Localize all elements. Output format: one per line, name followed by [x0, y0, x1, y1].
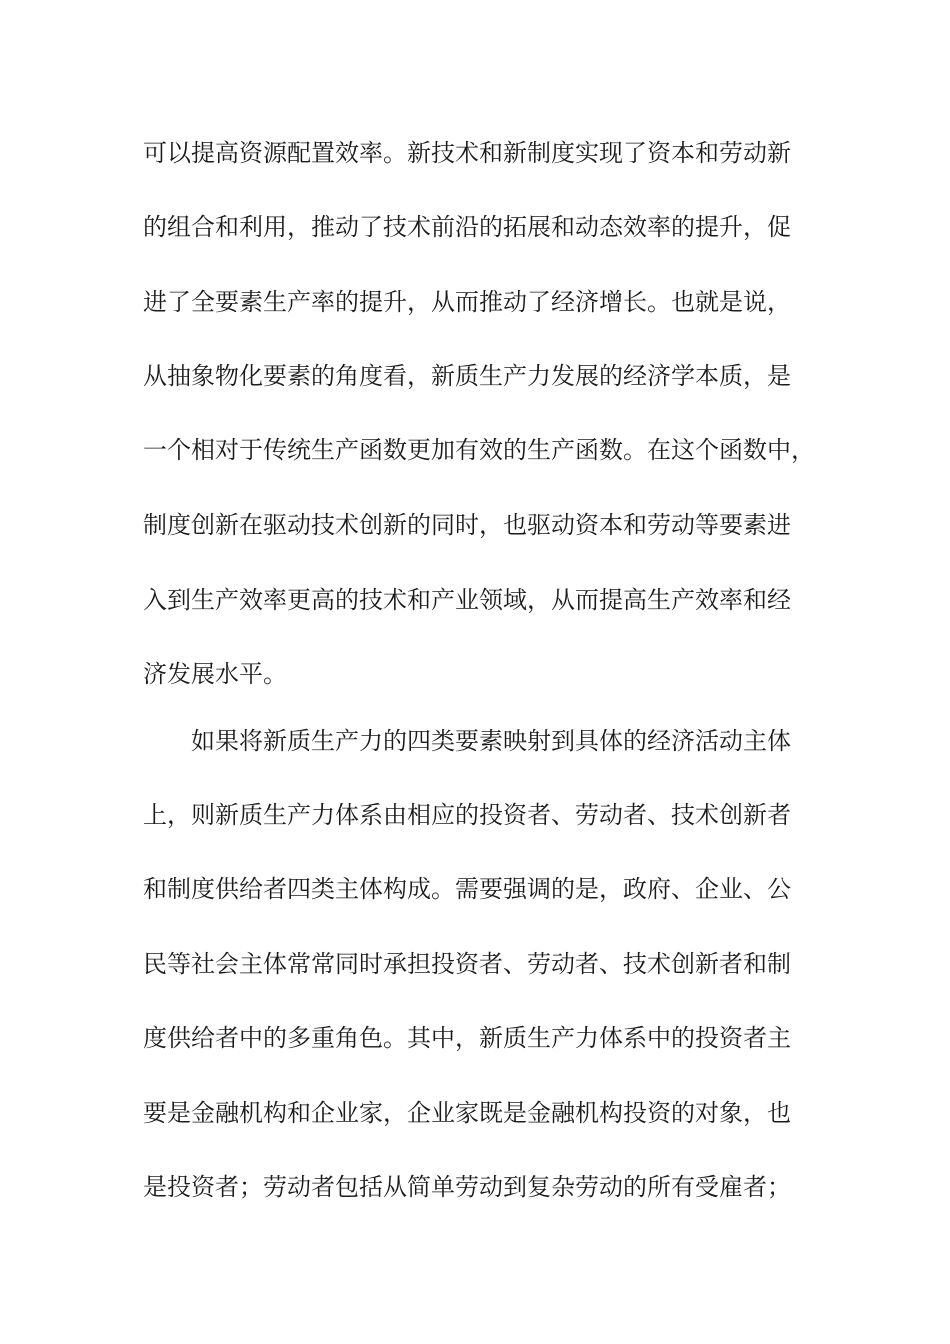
text-line: 和制度供给者四类主体构成。需要强调的是，政府、企业、公: [143, 875, 791, 903]
paragraph-first-line: 如果将新质生产力的四类要素映射到具体的经济活动主体: [191, 727, 791, 755]
text-line: 进了全要素生产率的提升，从而推动了经济增长。也就是说，: [143, 288, 791, 316]
text-line: 济发展水平。: [143, 660, 287, 688]
text-line: 上，则新质生产力体系由相应的投资者、劳动者、技术创新者: [143, 801, 791, 829]
text-line: 一个相对于传统生产函数更加有效的生产函数。在这个函数中，: [143, 436, 815, 464]
text-line: 制度创新在驱动技术创新的同时，也驱动资本和劳动等要素进: [143, 511, 791, 539]
text-line: 度供给者中的多重角色。其中，新质生产力体系中的投资者主: [143, 1024, 791, 1052]
text-line: 的组合和利用，推动了技术前沿的拓展和动态效率的提升，促: [143, 213, 791, 241]
text-line: 是投资者；劳动者包括从简单劳动到复杂劳动的所有受雇者；: [143, 1173, 791, 1201]
text-line: 要是金融机构和企业家，企业家既是金融机构投资的对象，也: [143, 1099, 791, 1127]
text-line: 可以提高资源配置效率。新技术和新制度实现了资本和劳动新: [143, 139, 791, 167]
text-line: 民等社会主体常常同时承担投资者、劳动者、技术创新者和制: [143, 950, 791, 978]
text-line: 从抽象物化要素的角度看，新质生产力发展的经济学本质，是: [143, 362, 791, 390]
text-line: 入到生产效率更高的技术和产业领域，从而提高生产效率和经: [143, 586, 791, 614]
